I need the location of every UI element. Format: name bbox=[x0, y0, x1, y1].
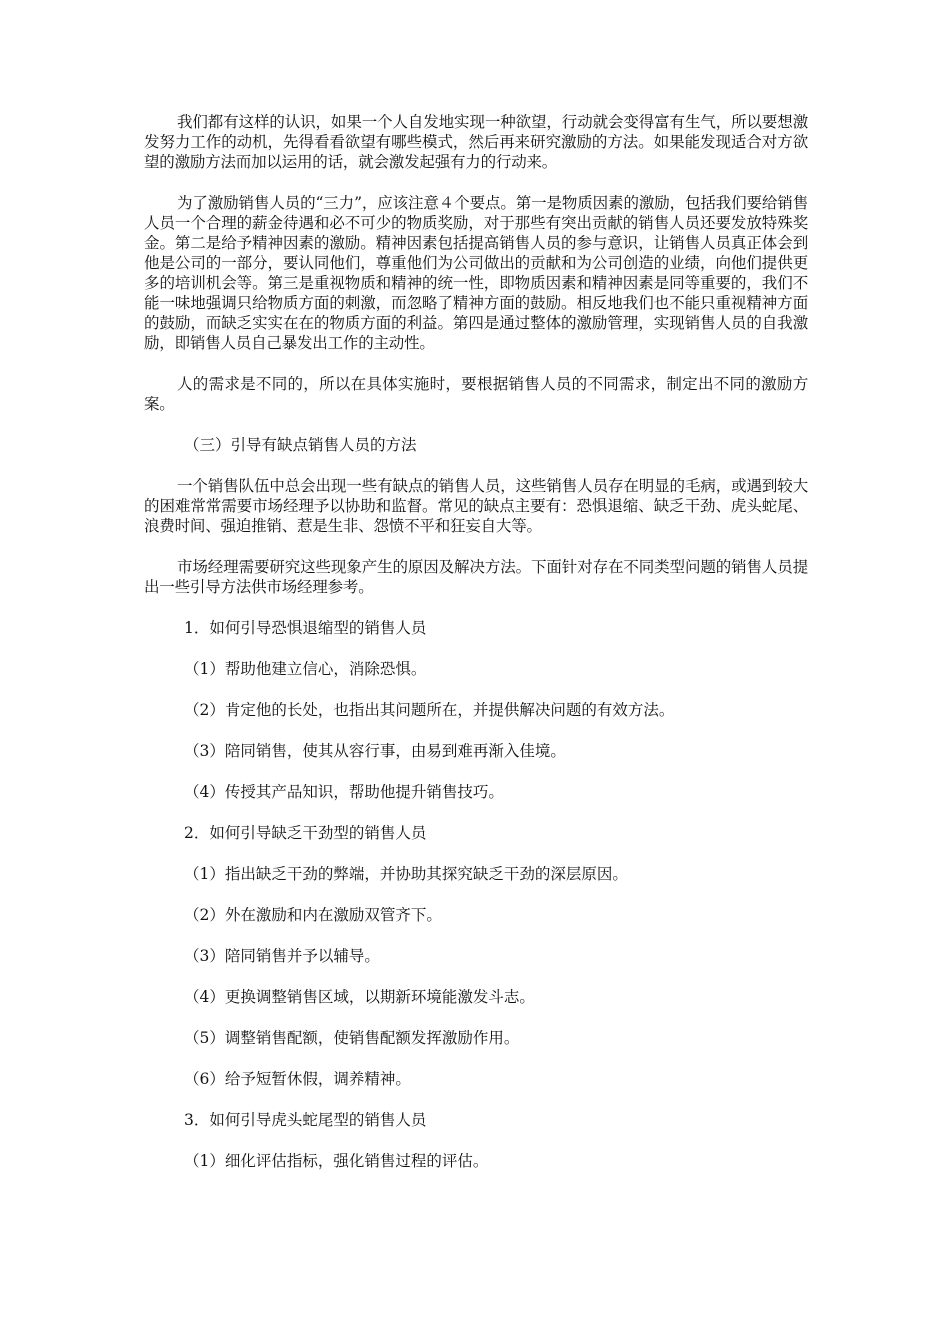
document-page bbox=[144, 112, 808, 1192]
section-heading: （三）引导有缺点销售人员的方法 bbox=[184, 436, 417, 454]
subheading-fear: 1．如何引导恐惧退缩型的销售人员 bbox=[184, 619, 427, 637]
list-item: （2）外在激励和内在激励双管齐下。 bbox=[184, 906, 442, 924]
paragraph-four-points: 为了激励销售人员的“三力”，应该注意４个要点。第一是物质因素的激励，包括我们要给销售人员一个合理的薪金待遇和必不可少的物质奖励，对于那些有突出贡献的销售人员还要发放特殊奖金。第二是给予精神因素的激励。精神因素包括提高销售人员的参与意识，让销售人员真正体会到他是公司的一部分，要认同他们，尊重他们为公司做出的贡献和为公司创造的业绩，向他们提供更多的培训机会等。第三是重视物质和精神的统一性，即物质因素和精神因素是同等重要的，我们不能一味地强调只给物质方面的刺激，而忽略了精神方面的鼓励。相反地我们也不能只重视精神方面的鼓励，而缺乏实实在在的物质方面的利益。第四是通过整体的激励管理，实现销售人员的自我激励，即销售人员自己暴发出工作的主动性。 bbox=[144, 194, 808, 352]
list-item: （1）细化评估指标，强化销售过程的评估。 bbox=[184, 1152, 489, 1170]
paragraph-research: 市场经理需要研究这些现象产生的原因及解决方法。下面针对存在不同类型问题的销售人员提出一些引导方法供市场经理参考。 bbox=[144, 558, 808, 596]
list-item: （5）调整销售配额，使销售配额发挥激励作用。 bbox=[184, 1029, 520, 1047]
list-item: （1）指出缺乏干劲的弊端，并协助其探究缺乏干劲的深层原因。 bbox=[184, 865, 628, 883]
paragraph-intro: 我们都有这样的认识，如果一个人自发地实现一种欲望，行动就会变得富有生气，所以要想激发努力工作的动机，先得看看欲望有哪些模式，然后再来研究激励的方法。如果能发现适合对方欲望的激励方法而加以运用的话，就会激发起强有力的行动来。 bbox=[144, 113, 808, 171]
list-item: （3）陪同销售，使其从容行事，由易到难再渐入佳境。 bbox=[184, 742, 566, 760]
list-item: （4）传授其产品知识，帮助他提升销售技巧。 bbox=[184, 783, 504, 801]
paragraph-shortcomings: 一个销售队伍中总会出现一些有缺点的销售人员，这些销售人员存在明显的毛病，或遇到较大的困难常常需要市场经理予以协助和监督。常见的缺点主要有：恐惧退缩、缺乏干劲、虎头蛇尾、浪费时间、强迫推销、惹是生非、怨愤不平和狂妄自大等。 bbox=[144, 477, 808, 535]
list-item: （4）更换调整销售区域，以期新环境能激发斗志。 bbox=[184, 988, 535, 1006]
list-item: （6）给予短暂休假，调养精神。 bbox=[184, 1070, 411, 1088]
list-item: （3）陪同销售并予以辅导。 bbox=[184, 947, 380, 965]
paragraph-needs: 人的需求是不同的，所以在具体实施时，要根据销售人员的不同需求，制定出不同的激励方案。 bbox=[144, 375, 808, 413]
list-item: （1）帮助他建立信心，消除恐惧。 bbox=[184, 660, 427, 678]
subheading-lack-drive: 2．如何引导缺乏干劲型的销售人员 bbox=[184, 824, 427, 842]
list-item: （2）肯定他的长处，也指出其问题所在，并提供解决问题的有效方法。 bbox=[184, 701, 675, 719]
subheading-tiger-head: 3．如何引导虎头蛇尾型的销售人员 bbox=[184, 1111, 427, 1129]
